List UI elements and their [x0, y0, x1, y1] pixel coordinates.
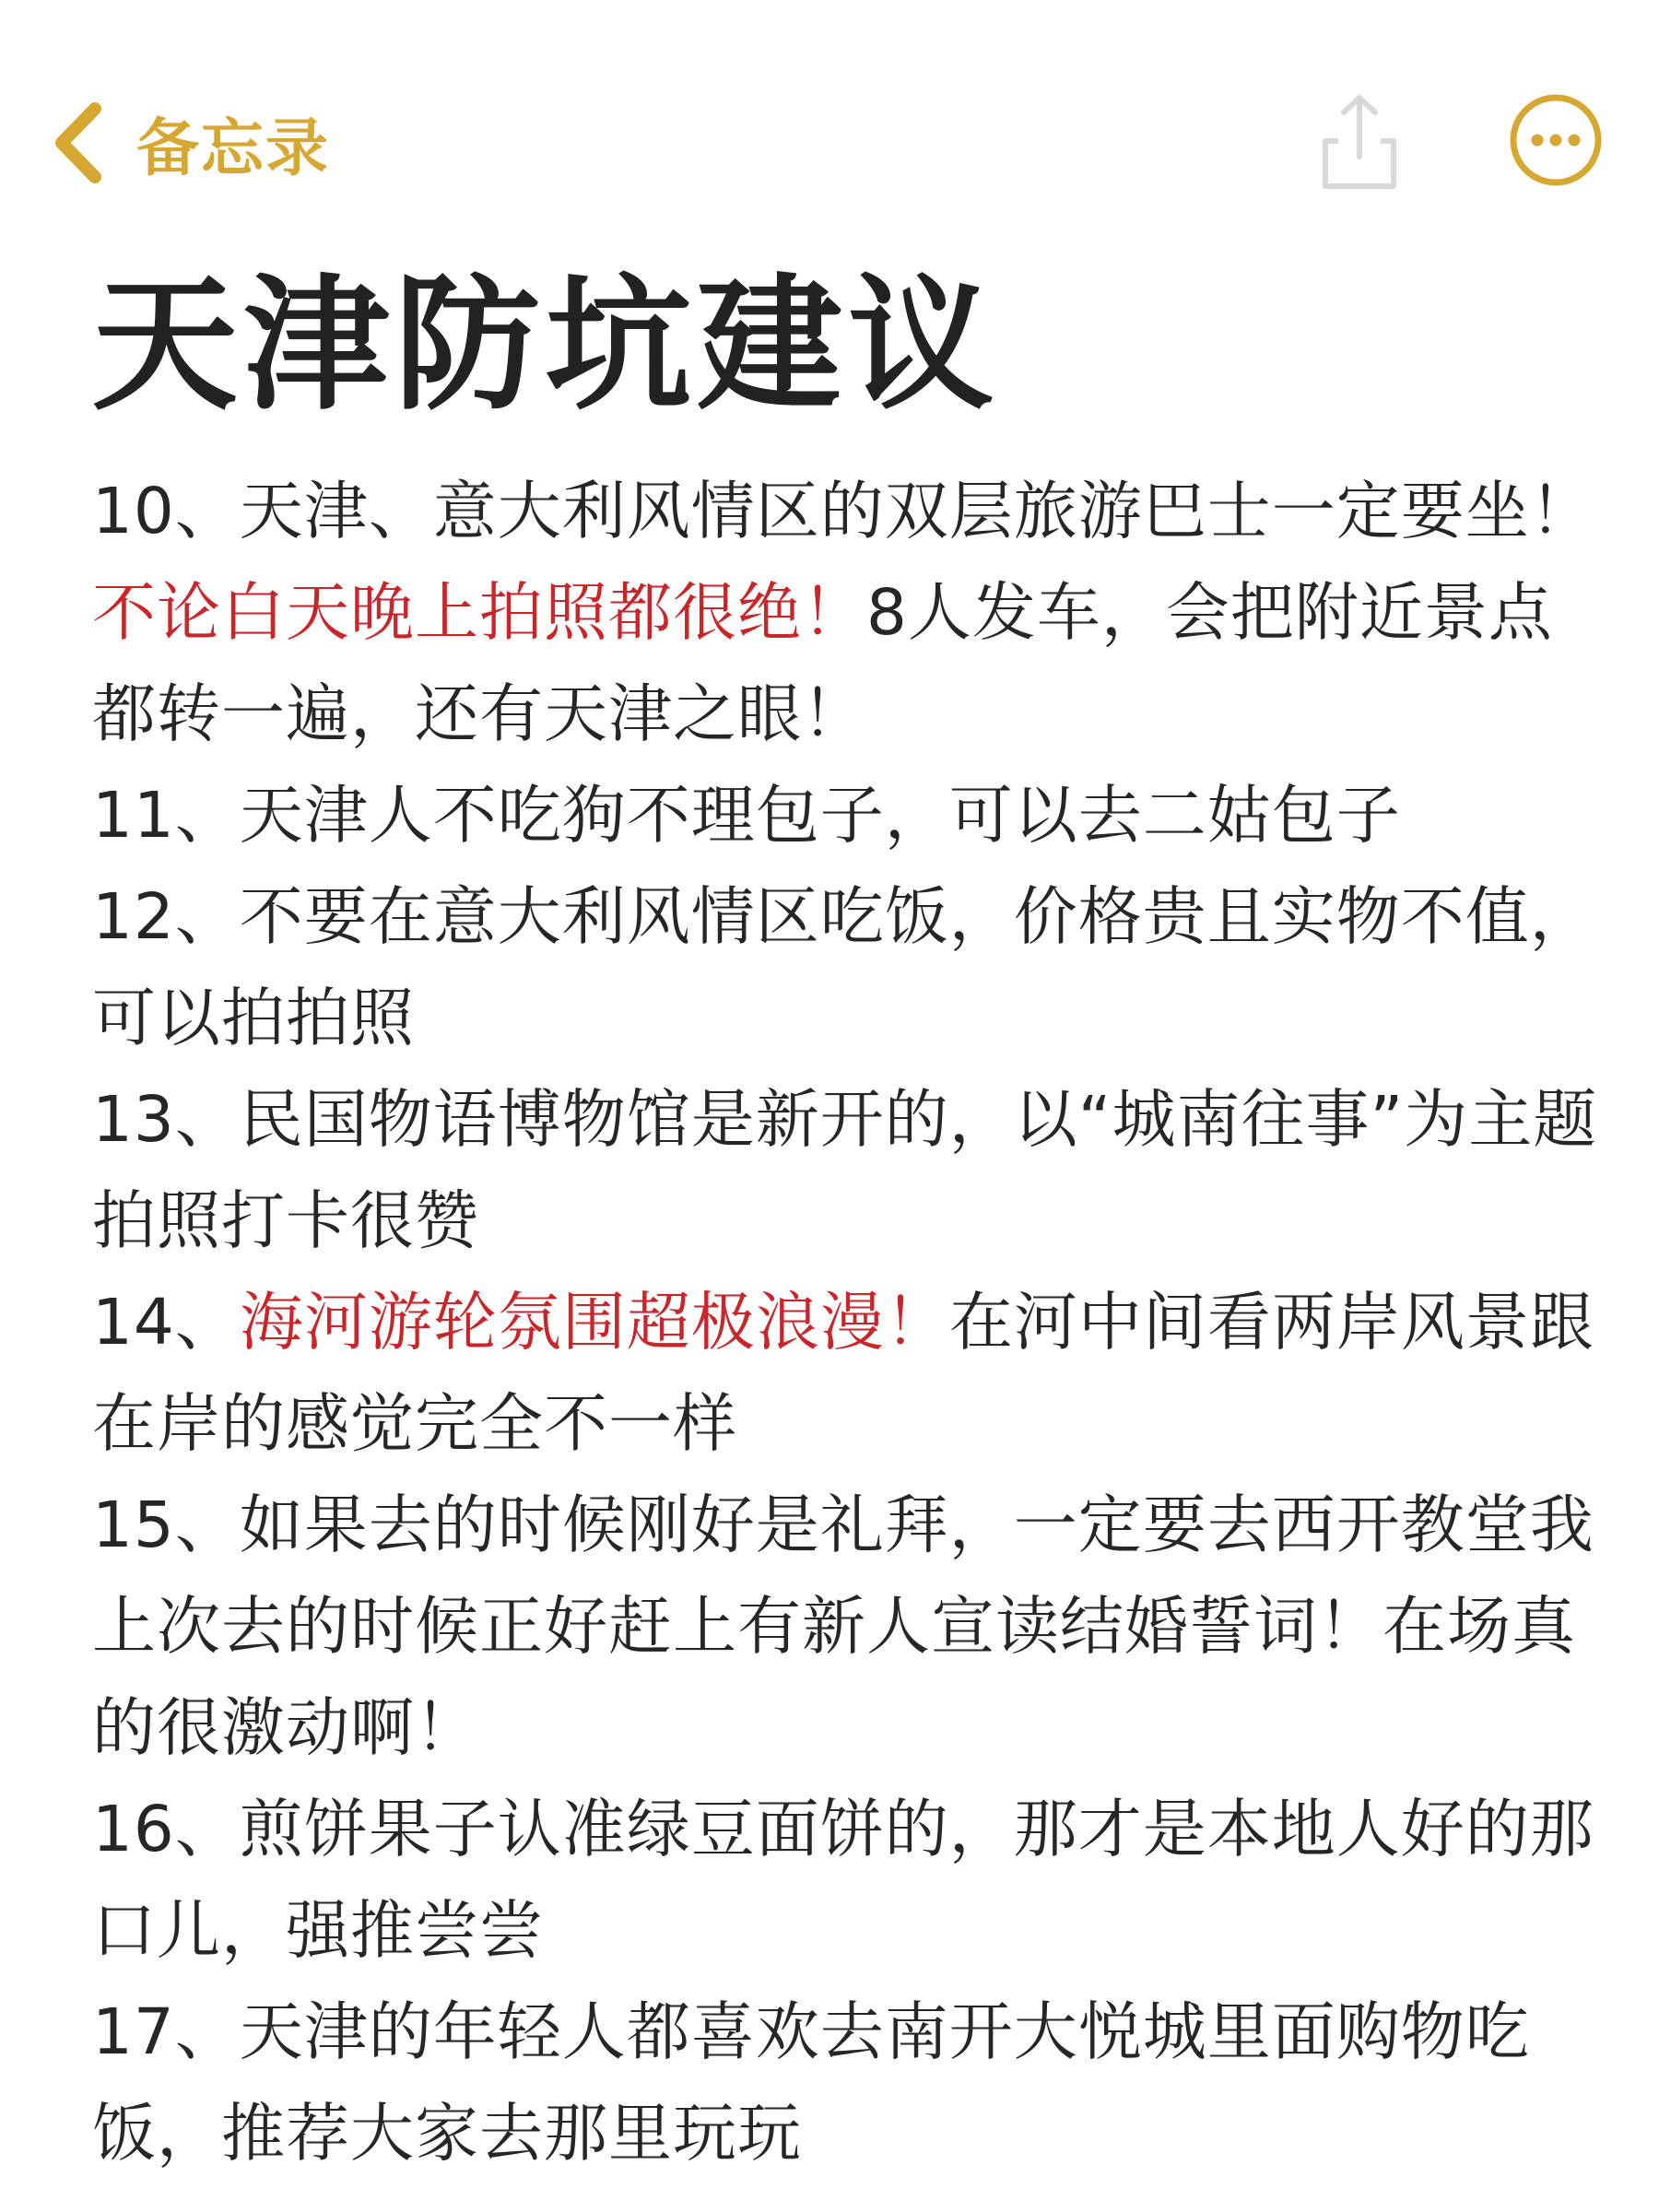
share-icon: [1318, 90, 1401, 195]
more-button[interactable]: [1508, 94, 1604, 190]
item-text: 14、: [92, 1286, 240, 1359]
share-button[interactable]: [1313, 92, 1406, 194]
item-text: 16、煎饼果子认准绿豆面饼的，那才是本地人好的那口儿，强推尝尝: [92, 1793, 1594, 1968]
item-highlight: 海河游轮氛围超极浪漫！: [239, 1286, 949, 1359]
note-item: [92, 866, 1613, 1069]
note-item: [92, 1475, 1613, 1779]
back-button[interactable]: [46, 92, 330, 194]
note-item: [92, 461, 1613, 765]
item-text: 15、如果去的时候刚好是礼拜，一定要去西开教堂我上次去的时候正好赶上有新人宣读结婚誓词！在场真的很激动啊！: [92, 1488, 1594, 1765]
note-item: [92, 1069, 1613, 1272]
top-navigation-bar: [46, 92, 1604, 194]
note-body[interactable]: [92, 461, 1613, 2184]
item-text: 10、天津、意大利风情区的双层旅游巴士一定要坐！: [92, 475, 1594, 548]
note-item: [92, 1779, 1613, 1982]
item-highlight: 不论白天晚上拍照都很绝！: [92, 576, 866, 650]
more-circle-icon: [1508, 92, 1604, 192]
item-text: 13、民国物语博物馆是新开的，以“城南往事”为主题拍照打卡很赞: [92, 1083, 1598, 1258]
note-item: [92, 1982, 1613, 2184]
item-text: 17、天津的年轻人都喜欢去南开大悦城里面购物吃饭，推荐大家去那里玩玩: [92, 1995, 1530, 2171]
item-text: 12、不要在意大利风情区吃饭，价格贵且实物不值，可以拍拍照: [92, 880, 1594, 1055]
note-item: [92, 1272, 1613, 1475]
item-text-after: 在河中间看两岸风景跟在岸的感觉完全不一样: [92, 1286, 1594, 1461]
item-text: 11、天津人不吃狗不理包子，可以去二姑包子: [92, 779, 1401, 853]
chevron-left-icon: [46, 97, 111, 189]
note-title: 天津防坑建议: [92, 261, 999, 430]
back-label: 备忘录: [136, 112, 331, 185]
note-item: [92, 765, 1613, 866]
item-text-after: 8人发车，会把附近景点都转一遍，还有天津之眼！: [92, 576, 1553, 751]
